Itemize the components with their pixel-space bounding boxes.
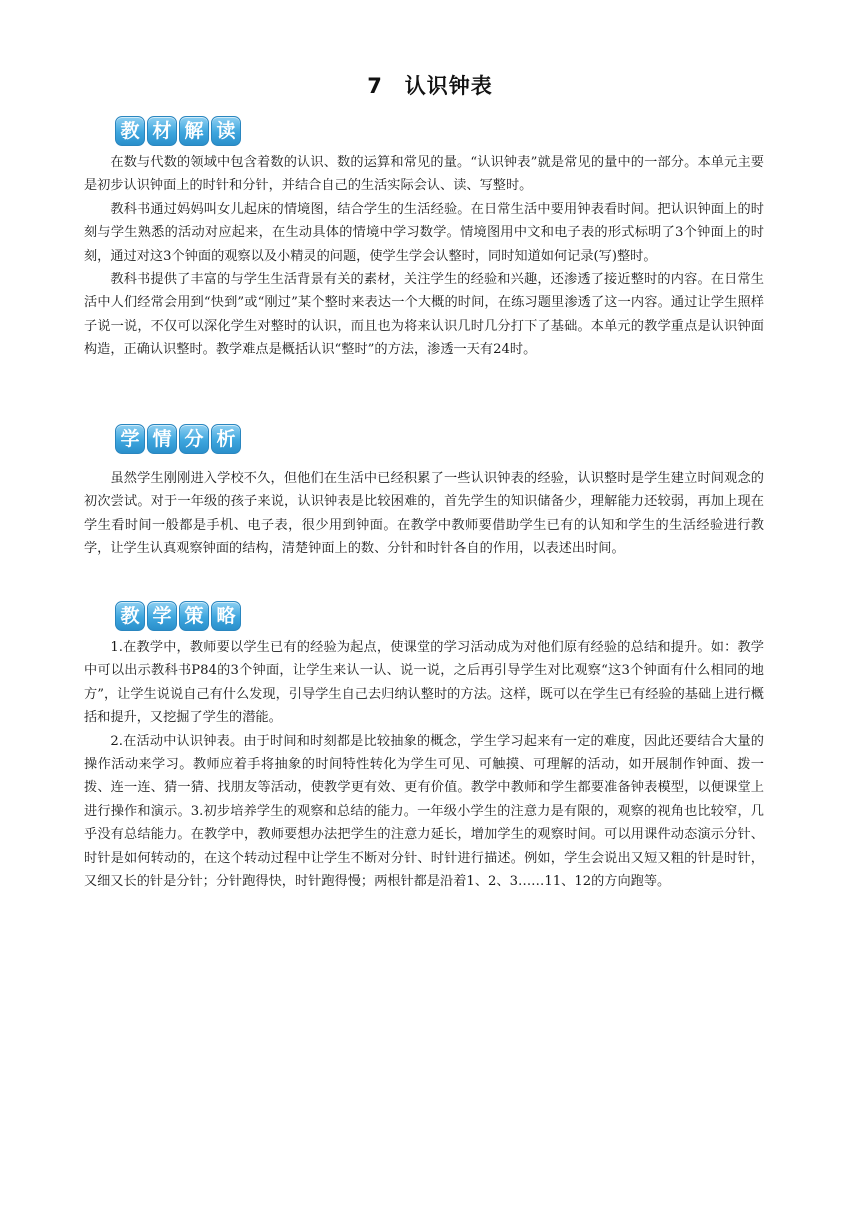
section-heading-student-analysis [115, 424, 243, 454]
section-heading-teaching-strategy [115, 601, 243, 631]
heading-char: 分 [179, 424, 209, 454]
heading-char: 略 [211, 601, 241, 631]
heading-char: 学 [147, 601, 177, 631]
paragraph: 教科书提供了丰富的与学生生活背景有关的素材，关注学生的经验和兴趣，还渗透了接近整时的内容。在日常生活中人们经常会用到“快到”或“刚过”某个整时来表达一个大概的时间，在练习题里渗透了这一内容。通过让学生照样子说一说，不仅可以深化学生对整时的认识，而且也为将来认识几时几分打下了基础。本单元的教学重点是认识钟面构造，正确认识整时。教学难点是概括认识“整时”的方法，渗透一天有24时。 [84, 272, 764, 358]
paragraph: 2.在活动中认识钟表。由于时间和时刻都是比较抽象的概念，学生学习起来有一定的难度，因此还要结合大量的操作活动来学习。教师应着手将抽象的时间特性转化为学生可见、可触摸、可理解的活动，如开展制作钟面、拨一拨、连一连、猜一猜、找朋友等活动，使教学更有效、更有价值。教学中教师和学生都要准备钟表模型，以便课堂上进行操作和演示。3.初步培养学生的观察和总结的能力。一年级小学生的注意力是有限的，观察的视角也比较窄，几乎没有总结能力。在教学中，教师要想办法把学生的注意力延长，增加学生的观察时间。可以用课件动态演示分针、时针是如何转动的，在这个转动过程中让学生不断对分针、时针进行描述。例如，学生会说出又短又粗的针是时针，又细又长的针是分针；分针跑得快，时针跑得慢；两根针都是沿着1、2、3……11、12的方向跑等。 [84, 733, 764, 890]
heading-char: 解 [179, 116, 209, 146]
heading-char: 读 [211, 116, 241, 146]
page-title: 7 认识钟表 [367, 74, 493, 98]
paragraph: 1.在教学中，教师要以学生已有的经验为起点，使课堂的学习活动成为对他们原有经验的总结和提升。如：教学中可以出示教科书P84的3个钟面，让学生来认一认、说一说，之后再引导学生对比观察“这3个钟面有什么相同的地方”，让学生说说自己有什么发现，引导学生自己去归纳认整时的方法。这样，既可以在学生已有经验的基础上进行概括和提升，又挖掘了学生的潜能。 [84, 640, 764, 726]
section-heading-textbook-reading [115, 116, 243, 146]
heading-char: 教 [115, 116, 145, 146]
paragraph: 虽然学生刚刚进入学校不久，但他们在生活中已经积累了一些认识钟表的经验，认识整时是学生建立时间观念的初次尝试。对于一年级的孩子来说，认识钟表是比较困难的，首先学生的知识储备少，理解能力还较弱，再加上现在学生看时间一般都是手机、电子表，很少用到钟面。在教学中教师要借助学生已有的认知和学生的生活经验进行教学，让学生认真观察钟面的结构，清楚钟面上的数、分针和时针各自的作用，以表述出时间。 [84, 471, 764, 557]
heading-char: 情 [147, 424, 177, 454]
section-body-textbook-reading [84, 151, 764, 362]
heading-char: 析 [211, 424, 241, 454]
heading-char: 材 [147, 116, 177, 146]
heading-char: 教 [115, 601, 145, 631]
paragraph: 在数与代数的领域中包含着数的认识、数的运算和常见的量。“认识钟表”就是常见的量中的一部分。本单元主要是初步认识钟面上的时针和分针，并结合自己的生活实际会认、读、写整时。 [84, 155, 764, 194]
heading-char: 学 [115, 424, 145, 454]
heading-char: 策 [179, 601, 209, 631]
section-body-student-analysis [84, 467, 764, 561]
section-body-teaching-strategy [84, 636, 764, 893]
paragraph: 教科书通过妈妈叫女儿起床的情境图，结合学生的生活经验。在日常生活中要用钟表看时间。把认识钟面上的时刻与学生熟悉的活动对应起来，在生动具体的情境中学习数学。情境图用中文和电子表的形式标明了3个钟面上的时刻，通过对这3个钟面的观察以及小精灵的问题，使学生学会认整时，同时知道如何记录(写)整时。 [84, 201, 764, 264]
